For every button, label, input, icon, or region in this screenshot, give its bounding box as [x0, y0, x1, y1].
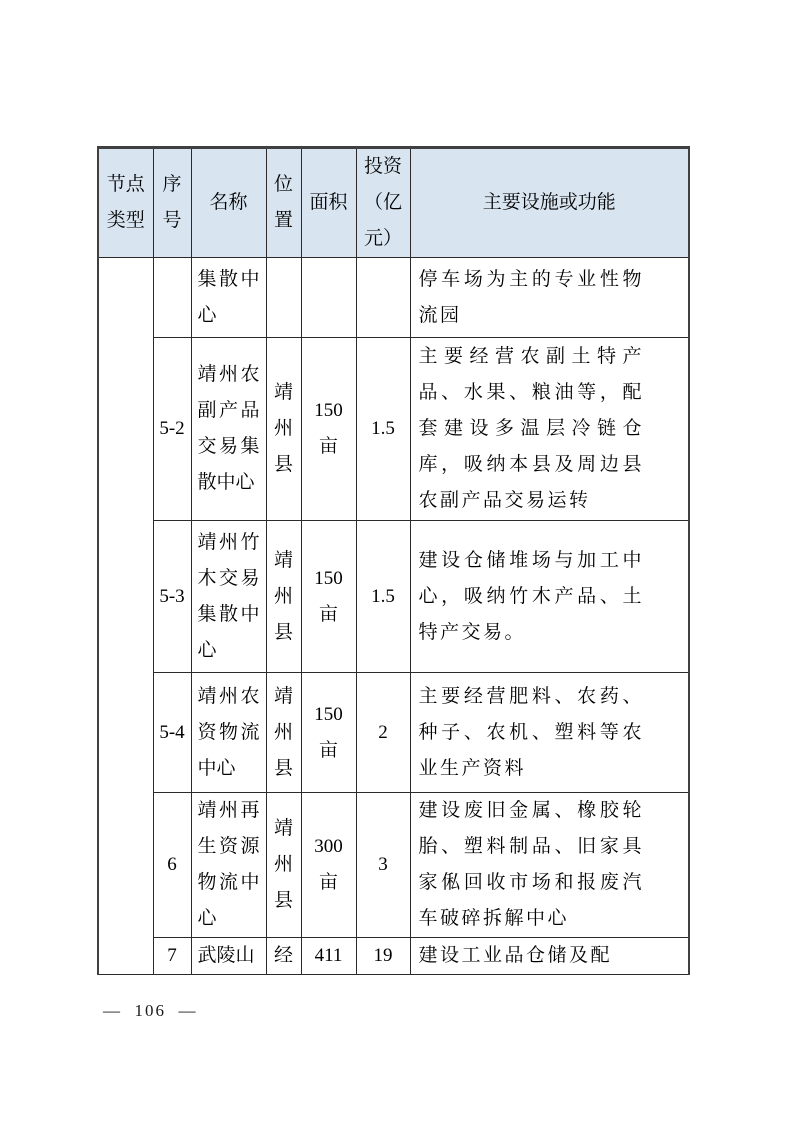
node-type-merged-cell [98, 258, 153, 975]
table-row [98, 521, 689, 673]
cell-name: 靖州农副产品交易集散中心 [191, 338, 266, 521]
table-row [98, 673, 689, 793]
cell-seq: 5-2 [153, 338, 191, 521]
area-unit: 亩 [318, 603, 338, 625]
cell-function: 建设仓储堆场与加工中心，吸纳竹木产品、土特产交易。 [410, 521, 689, 673]
header-investment: 投资（亿元） [356, 148, 410, 258]
area-value: 150 [314, 567, 343, 589]
cell-seq: 6 [153, 793, 191, 938]
header-location: 位置 [266, 148, 301, 258]
cell-seq: 5-3 [153, 521, 191, 673]
cell-seq: 7 [153, 938, 191, 975]
header-seq: 序号 [153, 148, 191, 258]
header-name: 名称 [191, 148, 266, 258]
cell-name: 靖州再生资源物流中心 [191, 793, 266, 938]
cell-investment: 1.5 [356, 521, 410, 673]
cell-investment: 3 [356, 793, 410, 938]
header-node-type: 节点类型 [98, 148, 153, 258]
table-row [98, 258, 689, 338]
cell-function: 停车场为主的专业性物流园 [410, 258, 689, 338]
area-unit: 亩 [318, 872, 338, 893]
cell-location: 靖州县 [266, 673, 301, 793]
cell-function: 建设工业品仓储及配 [410, 938, 689, 975]
header-area: 面积 [301, 148, 356, 258]
area-unit: 亩 [318, 739, 338, 761]
cell-location: 经 [266, 938, 301, 975]
table-header-row [98, 148, 689, 258]
logistics-nodes-table [97, 146, 690, 975]
area-value: 411 [314, 945, 343, 966]
cell-investment: 19 [356, 938, 410, 975]
cell-area [301, 338, 356, 521]
cell-function: 主要经营肥料、农药、种子、农机、塑料等农业生产资料 [410, 673, 689, 793]
cell-area [301, 521, 356, 673]
cell-investment [356, 258, 410, 338]
table-row [98, 938, 689, 975]
cell-location [266, 258, 301, 338]
cell-name: 靖州竹木交易集散中心 [191, 521, 266, 673]
cell-area [301, 938, 356, 975]
header-function: 主要设施或功能 [410, 148, 689, 258]
cell-function: 主要经营农副土特产品、水果、粮油等，配套建设多温层冷链仓库，吸纳本县及周边县农副产品交易运转 [410, 338, 689, 521]
table-row [98, 338, 689, 521]
cell-investment: 2 [356, 673, 410, 793]
cell-name: 集散中心 [191, 258, 266, 338]
area-value: 150 [314, 400, 343, 421]
cell-name: 靖州农资物流中心 [191, 673, 266, 793]
cell-investment: 1.5 [356, 338, 410, 521]
page-number: — 106 — [103, 1001, 198, 1020]
cell-location: 靖州县 [266, 338, 301, 521]
cell-function: 建设废旧金属、橡胶轮胎、塑料制品、旧家具家俬回收市场和报废汽车破碎拆解中心 [410, 793, 689, 938]
area-value: 300 [314, 836, 343, 857]
area-value: 150 [314, 703, 343, 725]
cell-area [301, 673, 356, 793]
cell-location: 靖州县 [266, 793, 301, 938]
cell-seq [153, 258, 191, 338]
cell-area [301, 258, 356, 338]
cell-location: 靖州县 [266, 521, 301, 673]
area-unit: 亩 [318, 436, 338, 457]
table-row [98, 793, 689, 938]
cell-area [301, 793, 356, 938]
cell-seq: 5-4 [153, 673, 191, 793]
cell-name: 武陵山 [191, 938, 266, 975]
